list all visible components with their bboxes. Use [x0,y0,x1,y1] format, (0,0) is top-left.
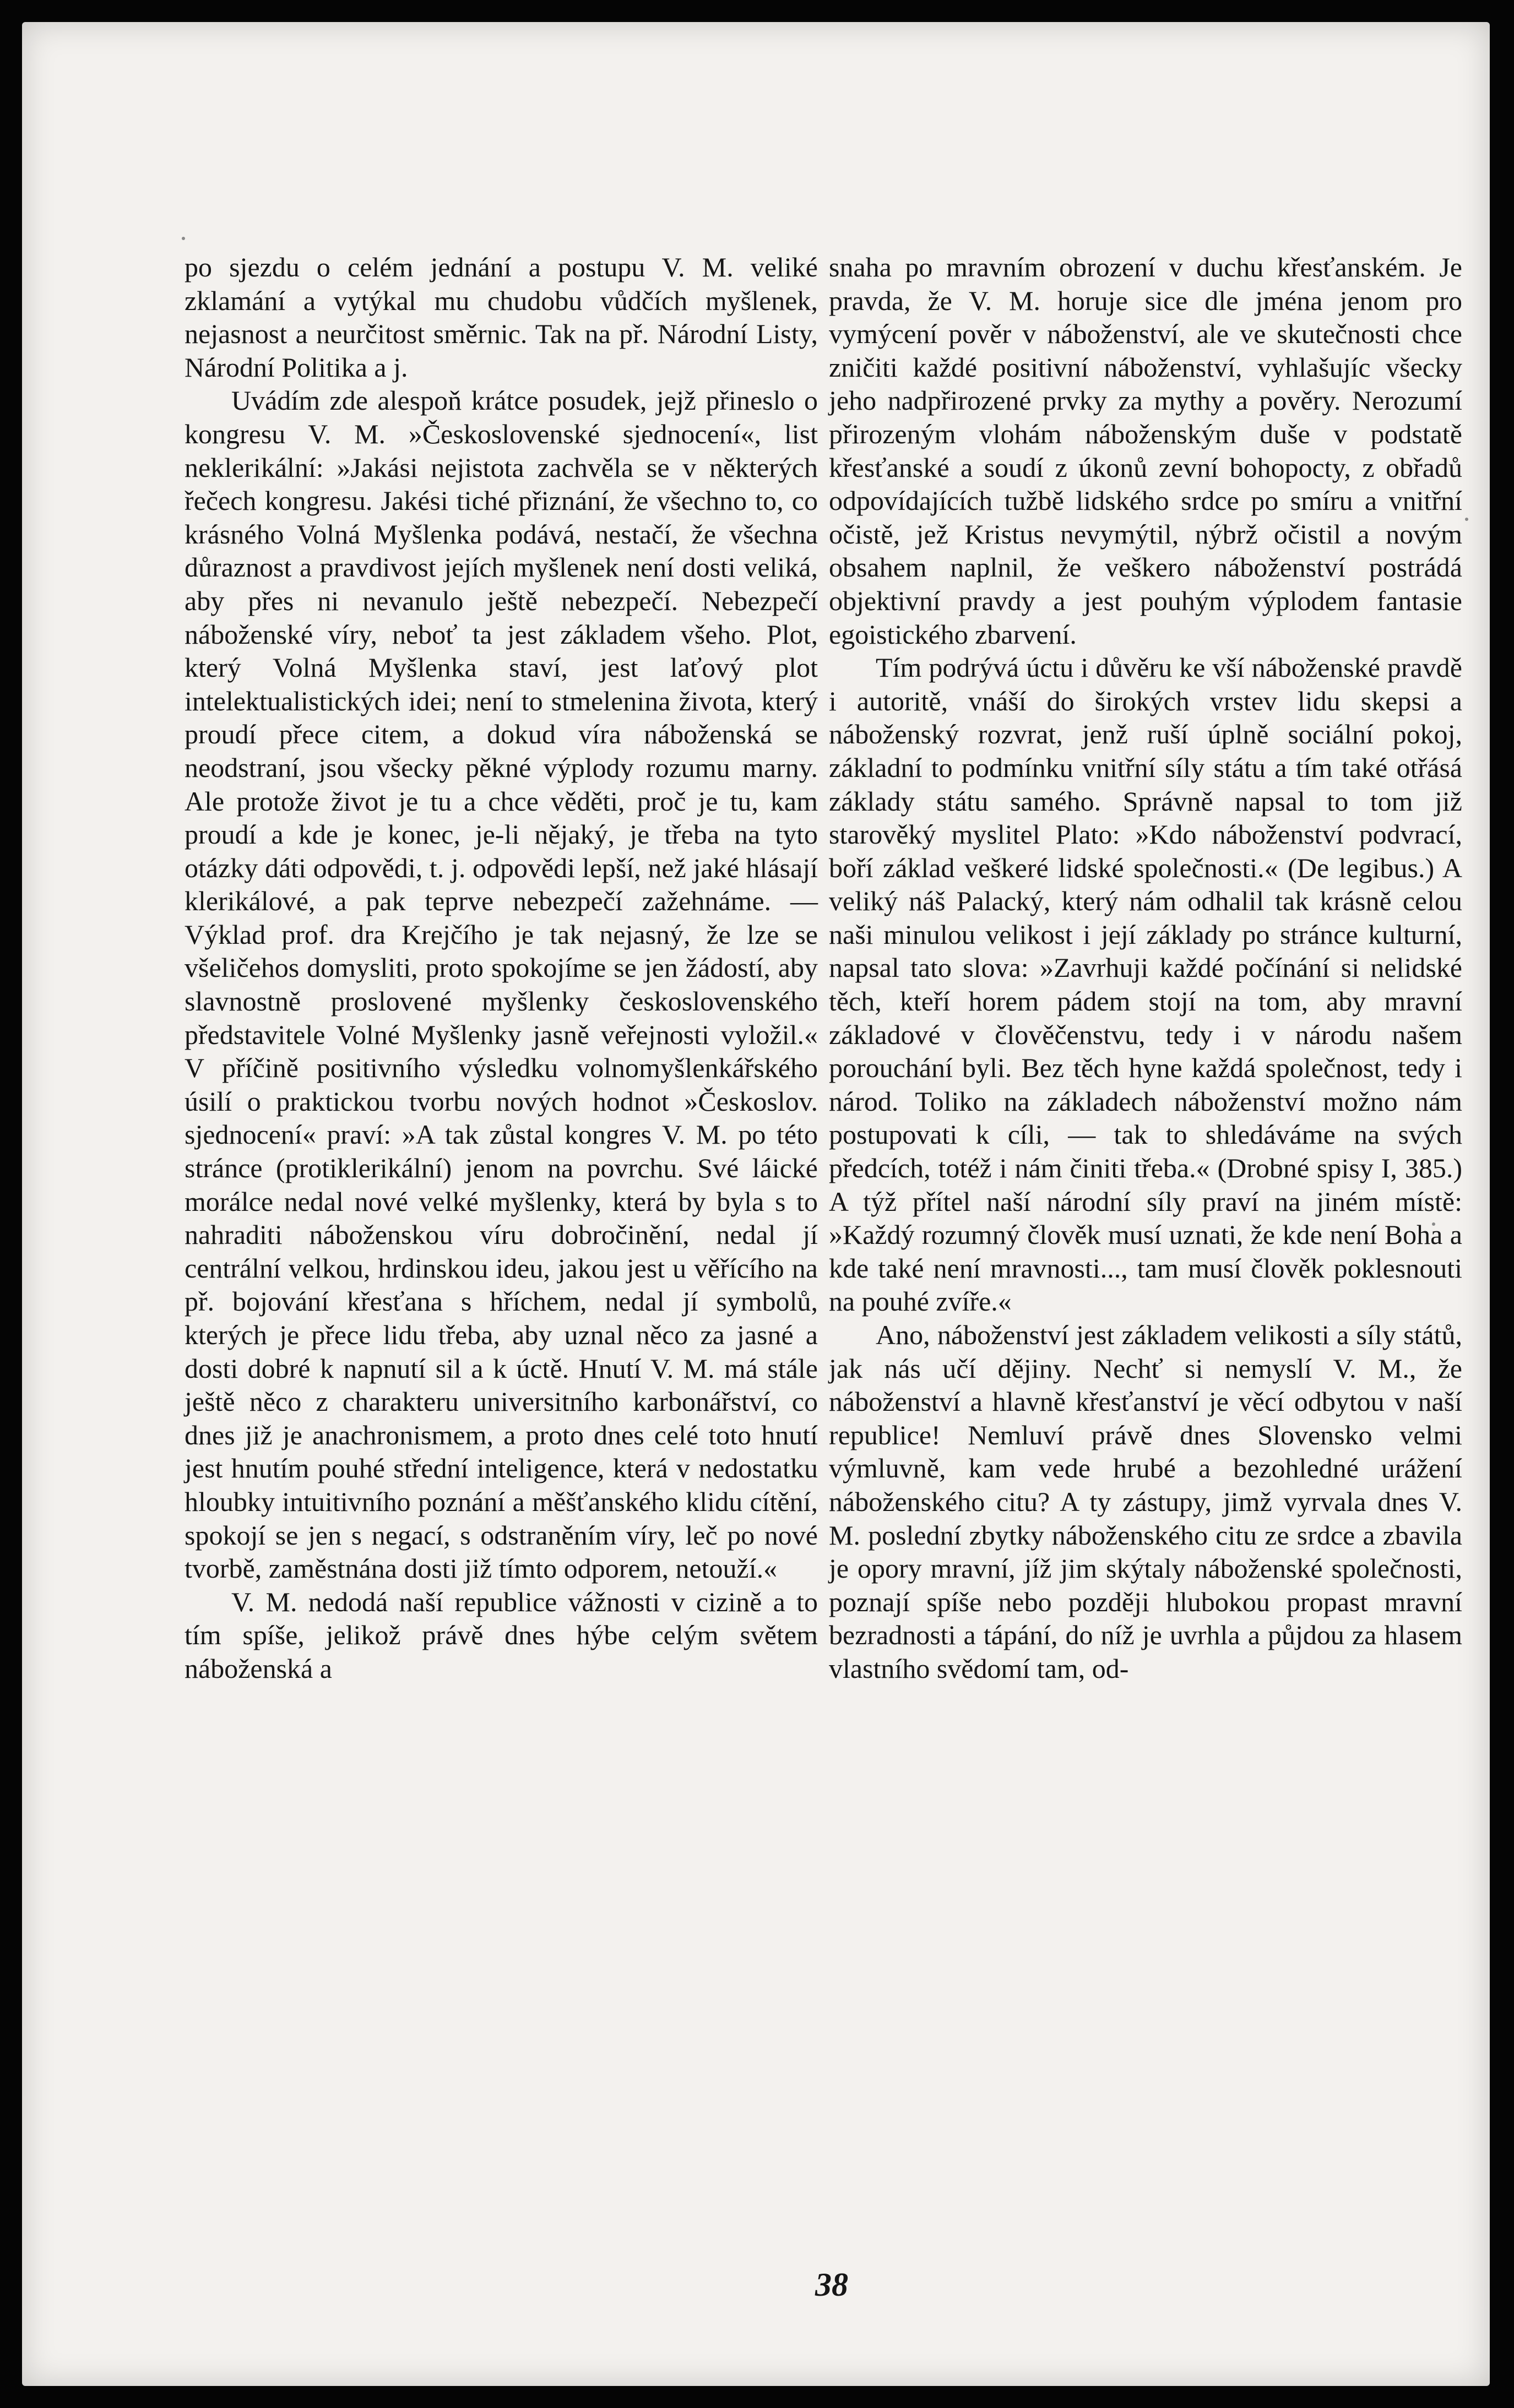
left-column [184,251,818,1686]
left-paragraph-1: po sjezdu o celém jednání a postupu V. M. veliké zklamání a vytýkal mu chudobu vůdčích myšlenek, nejasnost a neurčitost směrnic. Tak na př. Národní Listy, Národní Politika a j. [184,252,818,383]
right-paragraph-2: Tím podrývá úctu i důvěru ke vší náboženské pravdě i autoritě, vnáší do širokých vrstev lidu skepsi a náboženský rozvrat, jenž ruší úplně sociální pokoj, základní to podmínku vnitřní síly státu a tím také otřásá základy státu samého. Správně napsal to tom již starověký myslitel Plato: »Kdo náboženství podvrací, boří základ veškeré lidské společnosti.« (De legibus.) A veliký náš Palacký, který nám odhalil tak krásně celou naši minulou velikost i její základy po stránce kulturní, napsal tato slova: »Zavrhuji každé počínání si nelidské těch, kteří horem pádem stojí na tom, aby mravní základové v člověčenstvu, tedy i v národu našem porouchání byli. Bez těch hyne každá společnost, tedy i národ. Toliko na základech náboženství možno nám postupovati k cíli, — tak to shledáváme na svých předcích, totéž i nám činiti třeba.« (Drobné spisy I, 385.) A týž přítel naší národní síly praví na jiném místě: »Každý rozumný člověk musí uznati, že kde není Boha a kde také není mravnosti..., tam musí člověk poklesnouti na pouhé zvíře.« [829,652,1462,1317]
page-number: 38 [815,2266,848,2303]
right-paragraph-3: Ano, náboženství jest základem velikosti a síly států, jak nás učí dějiny. Nechť si nemyslí V. M., že náboženství a hlavně křesťanství je věcí odbytou v naší republice! Nemluví právě dnes Slovensko velmi výmluvně, kam vede hrubé a bezohledné urážení náboženského citu? A ty zástupy, jimž vyrvala dnes V. M. poslední zbytky náboženského citu ze srdce a zbavila je opory mravní, jíž jim skýtaly náboženské společnosti, poznají spíše nebo později hlubokou propast mravní bezradnosti a tápání, do níž je uvrhla a půjdou za hlasem vlastního svědomí tam, od- [829,1319,1462,1684]
book-page [22,22,1490,2386]
left-paragraph-3: V. M. nedodá naší republice vážnosti v cizině a to tím spíše, jelikož právě dnes hýbe celým světem náboženská a [184,1586,818,1684]
dust-speck [1465,518,1468,521]
right-column [829,251,1462,1686]
left-paragraph-2: Uvádím zde alespoň krátce posudek, jejž přineslo o kongresu V. M. »Československé sjednocení«, list neklerikální: »Jakási nejistota zachvěla se v některých řečech kongresu. Jakési tiché přiznání, že všechno to, co krásného Volná Myšlenka podává, nestačí, že všechna důraznost a pravdivost jejích myšlenek není dosti veliká, aby přes ni nevanulo ještě nebezpečí. Nebezpečí náboženské víry, neboť ta jest základem všeho. Plot, který Volná Myšlenka staví, jest laťový plot intelektualistických idei; není to stmelenina života, který proudí přece citem, a dokud víra náboženská se neodstraní, jsou všecky pěkné výplody rozumu marny. Ale protože život je tu a chce věděti, proč je tu, kam proudí a kde je konec, je-li nějaký, je třeba na tyto otázky dáti odpovědi, t. j. odpovědi lepší, než jaké hlásají klerikálové, a pak teprve nebezpečí zažehnáme. —Výklad prof. dra Krejčího je tak nejasný, že lze se všeličehos domysliti, proto spokojíme se jen žádostí, aby slavnostně proslovené myšlenky československého představitele Volné Myšlenky jasně veřejnosti vyložil.« V příčině positivního výsledku volnomyšlenkářského úsilí o praktickou tvorbu nových hodnot »Českoslov. sjednocení« praví: »A tak zůstal kongres V. M. po této stránce (protiklerikální) jenom na povrchu. Své láické morálce nedal nové velké myšlenky, která by byla s to nahraditi náboženskou víru dobročinění, nedal jí centrální velkou, hrdinskou ideu, jakou jest u věřícího na př. bojování křesťana s hříchem, nedal jí symbolů, kterých je přece lidu třeba, aby uznal něco za jasné a dosti dobré k napnutí sil a k úctě. Hnutí V. M. má stále ještě něco z charakteru universitního karbonářství, co dnes již je anachronismem, a proto dnes celé toto hnutí jest hnutím pouhé střední inteligence, která v nedostatku hloubky intuitivního poznání a měšťanského klidu cítění, spokojí se jen s negací, s odstraněním víry, leč po nové tvorbě, zaměstnána dosti již tímto odporem, netouží.« [184,385,818,1584]
right-paragraph-1: snaha po mravním obrození v duchu křesťanském. Je pravda, že V. M. horuje sice dle jména jenom pro vymýcení pověr v náboženství, ale ve skutečnosti chce zničiti každé positivní náboženství, vyhlašujíc všecky jeho nadpřirozené prvky za mythy a pověry. Nerozumí přirozeným vlohám náboženským duše v podstatě křesťanské a soudí z úkonů zevní bohopocty, z obřadů odpovídajících tužbě lidského srdce po smíru a vnitřní očistě, jež Kristus nevymýtil, nýbrž očistil a novým obsahem naplnil, že veškero náboženství postrádá objektivní pravdy a jest pouhým výplodem fantasie egoistického zbarvení. [829,252,1462,650]
dust-speck [182,237,185,240]
